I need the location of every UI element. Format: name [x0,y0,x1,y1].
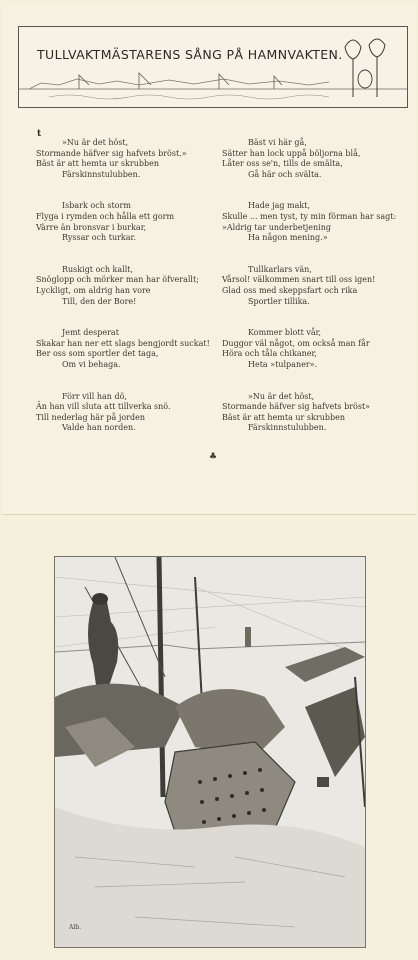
poem-line: Valde han norden. [62,423,136,433]
ornament-icon: ♣ [209,452,218,462]
harbor-banner-illustration [19,27,407,107]
poem-line: Skakar han ner ett slags bengjordt suckat! [36,338,210,348]
poem-line: »Nu är det höst, [248,391,315,401]
poem-line: Färskinnstulubben. [62,169,141,179]
poem-line: Ha någon mening.» [248,233,328,243]
poem-line: Stormande häfver sig hafvets bröst» [222,402,371,412]
poem-stanza [36,328,222,370]
lead-mark: t [37,129,42,139]
poem-line: Glad oss med skeppsfart och rika [222,285,358,295]
poem-line: Till nederlag här på jorden [36,412,145,422]
poem-line: Bäst vi här gå, [248,138,307,147]
poem-stanza [222,328,408,370]
poem-stanza [36,265,222,307]
poem-line: Ruskigt och kallt, [62,264,134,274]
poem-line: Än han vill sluta att tillverka snö. [36,402,171,412]
poem-line: Hade jag makt, [248,201,311,211]
poem-line: Bäst är att hemta ur skrubben [36,159,159,169]
deck-scene-drawing [55,557,365,947]
poem-column-left [36,138,222,455]
poem-stanza [36,201,222,243]
poem-line: Låter oss se'n, tills de smälta, [222,159,343,169]
poem-line: »Aldrig tar underbetjening [222,222,332,232]
poem-stanza [36,138,222,180]
poem-line: Till, den der Bore! [62,296,137,306]
poem-line: Gå här och svälta. [248,169,322,179]
illustration-page [0,516,418,960]
poem-line: Stormande häfver sig hafvets bröst.» [36,148,187,158]
poem-line: Isbark och storm [62,201,131,211]
banner-title: TULLVAKTMÄSTARENS SÅNG PÅ HAMNVAKTEN. [37,47,343,62]
poem-line: »Nu är det höst, [62,138,129,147]
poem-line: Lyckligt, om aldrig han vore [36,285,151,295]
poem-line: Färskinnstulubben. [248,423,327,433]
poem-line: Skulle ... men tyst, ty min förman har sagt: [222,211,397,221]
poem-line: Bäst är att hemta ur skrubben [222,412,345,422]
poem-line: Snöglopp och mörker man har öfverallt; [36,275,199,285]
poem-line: Sätter han lock uppå böljorna blå, [222,148,361,158]
poem-line: Ryssar och turkar. [62,233,137,243]
poem-stanza [36,392,222,434]
poem-line: Värre än bronsvar i burkar, [36,222,147,232]
poem-line: Höra och tåla chikaner, [222,349,317,359]
poem-stanza [222,392,408,434]
poem-line: Om vi behaga. [62,359,121,369]
poem-line: Duggor väl något, om också man får [222,338,370,348]
poem-column-right [222,138,408,455]
poem-page [2,2,416,515]
ship-deck-illustration [54,556,366,948]
poem-stanza [222,138,408,180]
poem-line: Tullkarlars vän, [248,264,312,274]
poem-line: Ber oss som sportler det taga, [36,349,159,359]
poem-line: Sportler tillika. [248,296,310,306]
poem-line: Jemt desperat [62,328,119,338]
poem-line: Vårsol! välkommen snart till oss igen! [222,275,376,285]
poem-line: Kommer blott vår, [248,328,322,338]
poem-line: Heta »tulpaner». [248,359,318,369]
poem-line: Förr vill han dö, [62,391,127,401]
poem-stanza [222,201,408,243]
artist-signature: Alb. [69,924,81,931]
title-banner [18,26,408,108]
poem-stanza [222,265,408,307]
poem-line: Flyga i rymden och hålla ett gorm [36,211,175,221]
